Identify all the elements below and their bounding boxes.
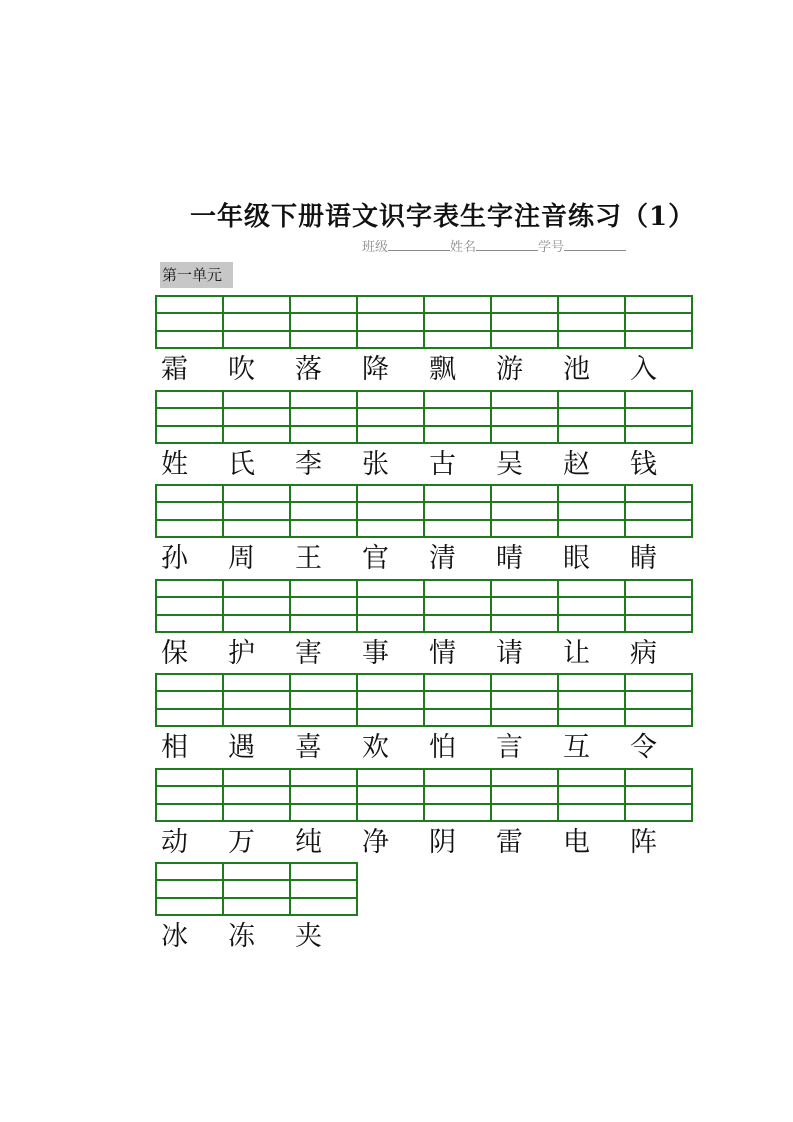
pinyin-writing-box[interactable]	[222, 673, 291, 727]
pinyin-writing-box[interactable]	[423, 484, 492, 538]
student-info-line	[362, 236, 626, 255]
hanzi-character: 官	[362, 543, 389, 574]
pinyin-writing-box[interactable]	[490, 673, 559, 727]
pinyin-writing-box[interactable]	[222, 295, 291, 349]
pinyin-writing-box[interactable]	[423, 768, 492, 822]
hanzi-character: 氏	[228, 449, 255, 480]
character-group	[155, 731, 691, 765]
pinyin-writing-box[interactable]	[490, 390, 559, 444]
hanzi-character: 喜	[295, 732, 322, 763]
hanzi-character: 冰	[161, 921, 188, 952]
pinyin-box-group	[155, 295, 691, 349]
pinyin-writing-box[interactable]	[222, 390, 291, 444]
pinyin-writing-box[interactable]	[356, 295, 425, 349]
hanzi-character: 清	[429, 543, 456, 574]
exercise-row	[155, 768, 691, 860]
pinyin-writing-box[interactable]	[557, 673, 626, 727]
name-label: 姓名	[450, 240, 477, 255]
hanzi-character: 古	[429, 449, 456, 480]
pinyin-writing-box[interactable]	[289, 579, 358, 633]
hanzi-character: 睛	[630, 543, 657, 574]
hanzi-character: 怕	[429, 732, 456, 763]
name-blank[interactable]	[476, 238, 538, 251]
hanzi-character: 吴	[496, 449, 523, 480]
hanzi-character: 姓	[161, 449, 188, 480]
character-group	[155, 542, 691, 576]
pinyin-writing-box[interactable]	[624, 390, 693, 444]
pinyin-writing-box[interactable]	[289, 862, 358, 916]
character-group	[155, 448, 691, 482]
pinyin-writing-box[interactable]	[155, 673, 224, 727]
pinyin-writing-box[interactable]	[490, 768, 559, 822]
pinyin-writing-box[interactable]	[490, 579, 559, 633]
hanzi-character: 令	[630, 732, 657, 763]
pinyin-writing-box[interactable]	[423, 579, 492, 633]
pinyin-writing-box[interactable]	[557, 484, 626, 538]
hanzi-character: 电	[563, 827, 590, 858]
pinyin-writing-box[interactable]	[490, 484, 559, 538]
hanzi-character: 晴	[496, 543, 523, 574]
pinyin-writing-box[interactable]	[557, 390, 626, 444]
pinyin-writing-box[interactable]	[557, 768, 626, 822]
pinyin-writing-box[interactable]	[289, 768, 358, 822]
character-group	[155, 826, 691, 860]
pinyin-box-group	[155, 484, 691, 538]
pinyin-writing-box[interactable]	[222, 484, 291, 538]
pinyin-box-group	[155, 862, 356, 916]
pinyin-writing-box[interactable]	[423, 390, 492, 444]
hanzi-character: 眼	[563, 543, 590, 574]
pinyin-writing-box[interactable]	[289, 390, 358, 444]
hanzi-character: 钱	[630, 449, 657, 480]
pinyin-writing-box[interactable]	[222, 768, 291, 822]
pinyin-writing-box[interactable]	[624, 295, 693, 349]
hanzi-character: 情	[429, 638, 456, 669]
hanzi-character: 阴	[429, 827, 456, 858]
pinyin-writing-box[interactable]	[289, 673, 358, 727]
pinyin-writing-box[interactable]	[423, 673, 492, 727]
hanzi-character: 相	[161, 732, 188, 763]
pinyin-writing-box[interactable]	[624, 484, 693, 538]
pinyin-writing-box[interactable]	[222, 579, 291, 633]
hanzi-character: 池	[563, 354, 590, 385]
exercise-row	[155, 295, 691, 387]
hanzi-character: 孙	[161, 543, 188, 574]
hanzi-character: 游	[496, 354, 523, 385]
hanzi-character: 霜	[161, 354, 188, 385]
hanzi-character: 王	[295, 543, 322, 574]
pinyin-writing-box[interactable]	[222, 862, 291, 916]
hanzi-character: 入	[630, 354, 657, 385]
hanzi-character: 互	[563, 732, 590, 763]
hanzi-character: 雷	[496, 827, 523, 858]
hanzi-character: 净	[362, 827, 389, 858]
hanzi-character: 请	[496, 638, 523, 669]
pinyin-writing-box[interactable]	[155, 295, 224, 349]
hanzi-character: 飘	[429, 354, 456, 385]
hanzi-character: 万	[228, 827, 255, 858]
hanzi-character: 遇	[228, 732, 255, 763]
hanzi-character: 病	[630, 638, 657, 669]
exercise-row	[155, 484, 691, 576]
pinyin-writing-box[interactable]	[356, 673, 425, 727]
hanzi-character: 冻	[228, 921, 255, 952]
number-label: 学号	[538, 240, 565, 255]
exercise-row	[155, 862, 356, 954]
hanzi-character: 动	[161, 827, 188, 858]
pinyin-writing-box[interactable]	[155, 768, 224, 822]
exercise-row	[155, 390, 691, 482]
hanzi-character: 降	[362, 354, 389, 385]
pinyin-writing-box[interactable]	[423, 295, 492, 349]
hanzi-character: 阵	[630, 827, 657, 858]
exercise-row	[155, 579, 691, 671]
hanzi-character: 纯	[295, 827, 322, 858]
pinyin-writing-box[interactable]	[155, 579, 224, 633]
hanzi-character: 言	[496, 732, 523, 763]
pinyin-writing-box[interactable]	[155, 862, 224, 916]
hanzi-character: 夹	[295, 921, 322, 952]
pinyin-writing-box[interactable]	[356, 390, 425, 444]
hanzi-character: 周	[228, 543, 255, 574]
exercise-row	[155, 673, 691, 765]
hanzi-character: 吹	[228, 354, 255, 385]
pinyin-writing-box[interactable]	[155, 390, 224, 444]
hanzi-character: 保	[161, 638, 188, 669]
pinyin-writing-box[interactable]	[356, 484, 425, 538]
hanzi-character: 护	[228, 638, 255, 669]
pinyin-writing-box[interactable]	[557, 579, 626, 633]
pinyin-box-group	[155, 673, 691, 727]
hanzi-character: 欢	[362, 732, 389, 763]
pinyin-writing-box[interactable]	[490, 295, 559, 349]
pinyin-writing-box[interactable]	[624, 579, 693, 633]
hanzi-character: 落	[295, 354, 322, 385]
pinyin-box-group	[155, 768, 691, 822]
class-label: 班级	[362, 240, 389, 255]
pinyin-writing-box[interactable]	[289, 484, 358, 538]
hanzi-character: 张	[362, 449, 389, 480]
unit-label: 第一单元	[160, 262, 233, 288]
page-title: 一年级下册语文识字表生字注音练习（1）	[190, 202, 696, 232]
pinyin-box-group	[155, 390, 691, 444]
hanzi-character: 事	[362, 638, 389, 669]
pinyin-box-group	[155, 579, 691, 633]
hanzi-character: 李	[295, 449, 322, 480]
pinyin-writing-box[interactable]	[289, 295, 358, 349]
pinyin-writing-box[interactable]	[624, 768, 693, 822]
class-blank[interactable]	[388, 238, 450, 251]
pinyin-writing-box[interactable]	[624, 673, 693, 727]
number-blank[interactable]	[564, 238, 626, 251]
character-group	[155, 637, 691, 671]
character-group	[155, 353, 691, 387]
pinyin-writing-box[interactable]	[356, 579, 425, 633]
pinyin-writing-box[interactable]	[557, 295, 626, 349]
character-group	[155, 920, 356, 954]
hanzi-character: 让	[563, 638, 590, 669]
hanzi-character: 赵	[563, 449, 590, 480]
hanzi-character: 害	[295, 638, 322, 669]
pinyin-writing-box[interactable]	[356, 768, 425, 822]
pinyin-writing-box[interactable]	[155, 484, 224, 538]
